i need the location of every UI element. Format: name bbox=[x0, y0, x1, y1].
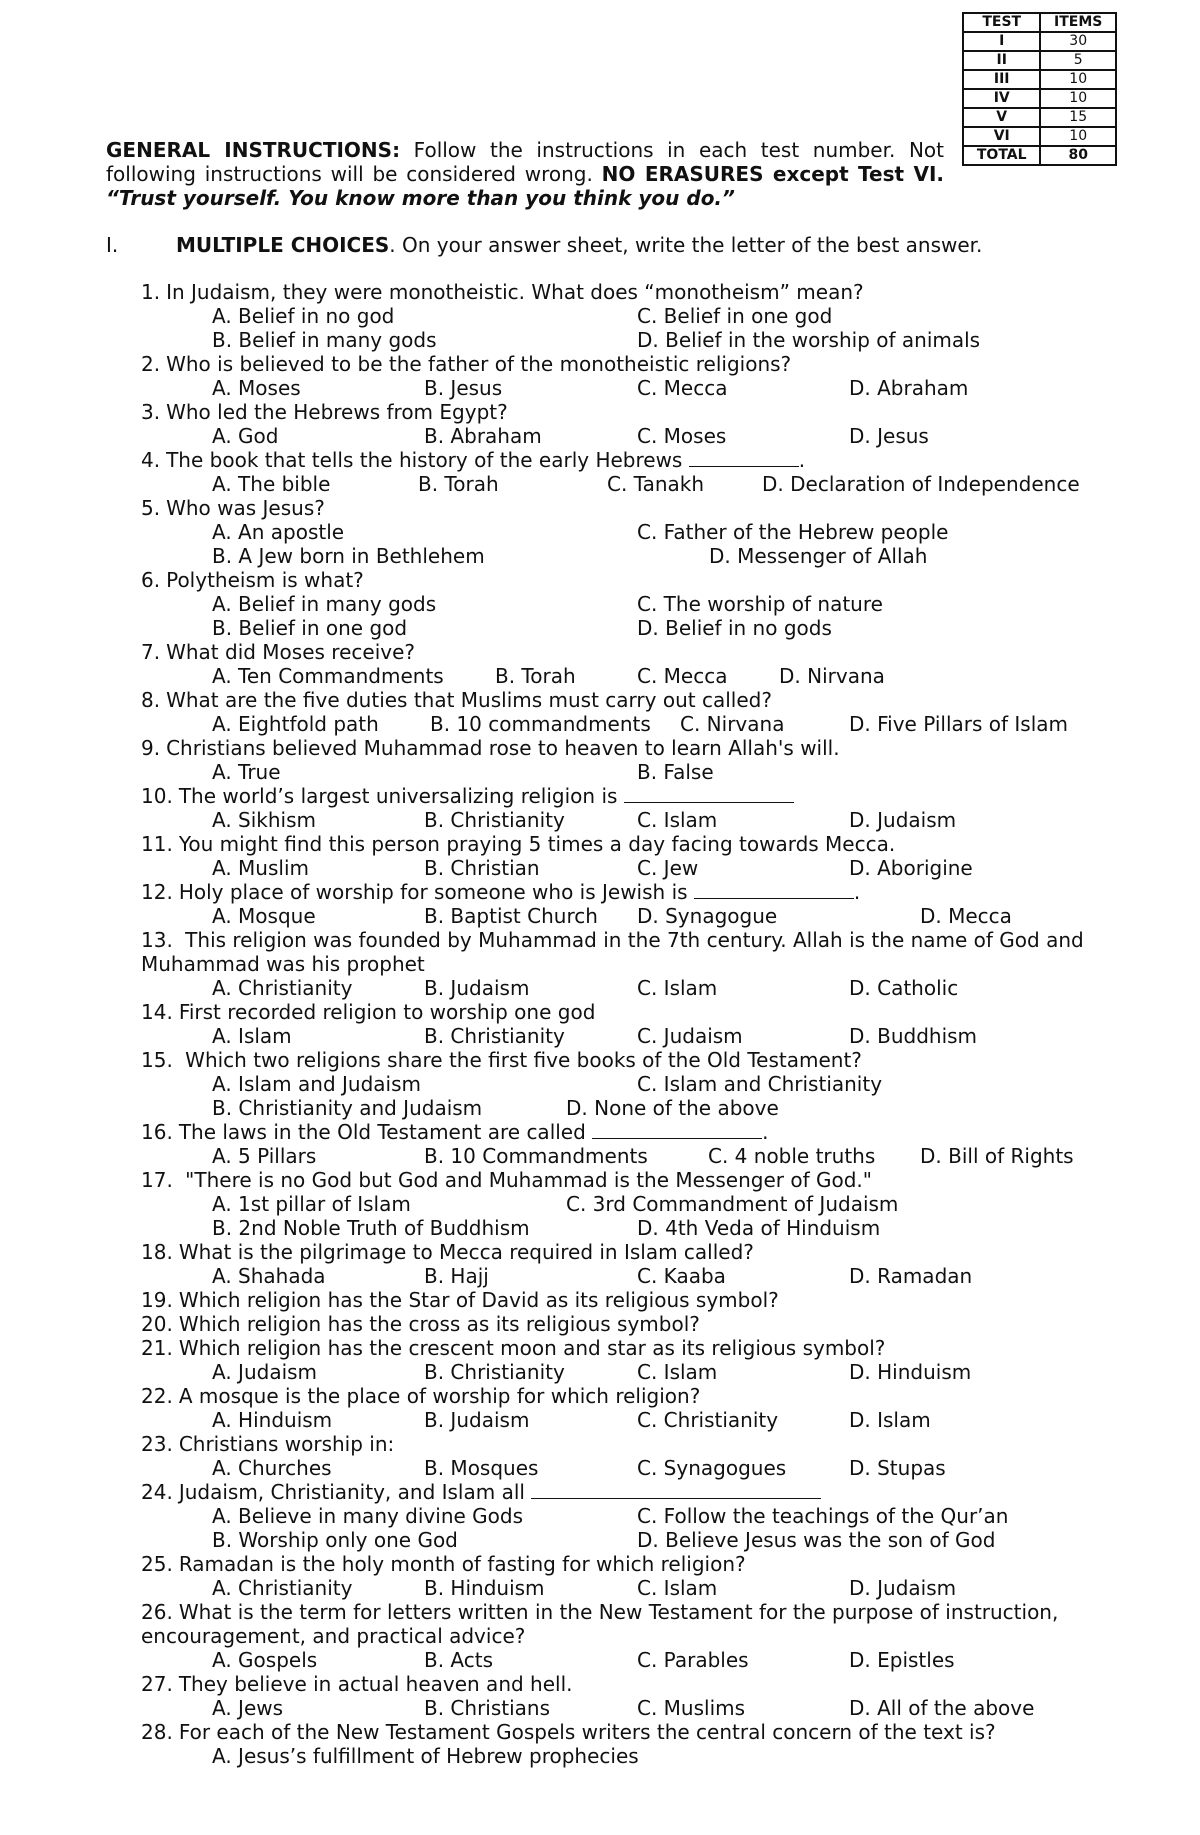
question-number: 5. bbox=[141, 496, 161, 520]
answer-blank bbox=[624, 784, 794, 803]
answer-option: A. 1st pillar of Islam bbox=[212, 1192, 411, 1216]
answer-blank bbox=[689, 448, 799, 467]
question-text bbox=[141, 1168, 1141, 1192]
answer-option: A. The bible bbox=[212, 472, 331, 496]
options-row bbox=[0, 976, 1200, 1000]
answer-option: C. Kaaba bbox=[637, 1264, 726, 1288]
question-text bbox=[141, 1432, 1141, 1456]
answer-option: C. Christianity bbox=[637, 1408, 779, 1432]
answer-option: D. 4th Veda of Hinduism bbox=[637, 1216, 881, 1240]
answer-option: D. Declaration of Independence bbox=[762, 472, 1080, 496]
question-number: 19. bbox=[141, 1288, 173, 1312]
item-count: 30 bbox=[1040, 32, 1116, 51]
answer-option: B. Judaism bbox=[424, 1408, 530, 1432]
answer-option: A. Eightfold path bbox=[212, 712, 379, 736]
question-number: 28. bbox=[141, 1720, 173, 1744]
header-items: ITEMS bbox=[1040, 13, 1116, 32]
answer-option: D. Synagogue bbox=[637, 904, 778, 928]
answer-option: C. Islam bbox=[637, 976, 718, 1000]
question-text bbox=[141, 1384, 1141, 1408]
score-table bbox=[962, 12, 1117, 166]
answer-option: A. True bbox=[212, 760, 281, 784]
question-text bbox=[141, 688, 1141, 712]
question-item bbox=[0, 1312, 1200, 1336]
answer-blank bbox=[592, 1120, 762, 1139]
answer-option: B. Judaism bbox=[424, 976, 530, 1000]
question-item bbox=[0, 1048, 1200, 1120]
question-text bbox=[141, 280, 1141, 304]
question-item bbox=[0, 928, 1200, 1000]
question-item bbox=[0, 880, 1200, 928]
answer-option: A. Jesus’s fulfillment of Hebrew prophecies bbox=[212, 1744, 639, 1768]
question-text bbox=[141, 496, 1141, 520]
answer-option: D. Judaism bbox=[849, 808, 957, 832]
score-row bbox=[963, 108, 1116, 127]
question-text bbox=[141, 880, 1141, 904]
answer-option: A. Mosque bbox=[212, 904, 316, 928]
question-punctuation: . bbox=[762, 1120, 769, 1144]
question-prompt: Which religion has the crescent moon and star as its religious symbol? bbox=[178, 1336, 886, 1360]
answer-option: C. Jew bbox=[637, 856, 699, 880]
question-number: 1. bbox=[141, 280, 161, 304]
question-number: 11. bbox=[141, 832, 173, 856]
item-count: 10 bbox=[1040, 89, 1116, 108]
question-text bbox=[141, 928, 1141, 976]
options-row bbox=[0, 1144, 1200, 1168]
answer-option: A. Judaism bbox=[212, 1360, 318, 1384]
question-prompt: What is the term for letters written in the New Testament for the purpose of instruction, encouragement, and practical advice? bbox=[141, 1600, 1059, 1648]
question-prompt: The laws in the Old Testament are called bbox=[178, 1120, 586, 1144]
question-text bbox=[141, 568, 1141, 592]
answer-option: C. Belief in one god bbox=[637, 304, 833, 328]
answer-option: B. Belief in one god bbox=[212, 616, 408, 640]
answer-option: B. Torah bbox=[495, 664, 576, 688]
answer-option: A. Jews bbox=[212, 1696, 284, 1720]
answer-option: B. False bbox=[637, 760, 714, 784]
answer-option: A. 5 Pillars bbox=[212, 1144, 317, 1168]
answer-option: A. An apostle bbox=[212, 520, 345, 544]
question-text bbox=[141, 832, 1141, 856]
answer-option: B. Worship only one God bbox=[212, 1528, 458, 1552]
answer-option: A. Islam and Judaism bbox=[212, 1072, 421, 1096]
item-count: 10 bbox=[1040, 70, 1116, 89]
answer-option: B. Jesus bbox=[424, 376, 503, 400]
options-row bbox=[0, 1024, 1200, 1048]
options-row bbox=[0, 592, 1200, 616]
answer-option: B. Belief in many gods bbox=[212, 328, 437, 352]
test-number: V bbox=[963, 108, 1040, 127]
answer-blank bbox=[531, 1480, 821, 1499]
options-row bbox=[0, 328, 1200, 352]
options-row bbox=[0, 1696, 1200, 1720]
question-prompt: They believe in actual heaven and hell. bbox=[178, 1672, 573, 1696]
question-item bbox=[0, 688, 1200, 736]
answer-option: C. The worship of nature bbox=[637, 592, 883, 616]
answer-option: B. Baptist Church bbox=[424, 904, 598, 928]
answer-option: A. Christianity bbox=[212, 976, 353, 1000]
question-text bbox=[141, 352, 1141, 376]
question-prompt: Which religion has the cross as its religious symbol? bbox=[178, 1312, 700, 1336]
answer-option: D. Nirvana bbox=[779, 664, 885, 688]
answer-option: A. Belief in many gods bbox=[212, 592, 437, 616]
answer-option: B. Christianity bbox=[424, 1360, 565, 1384]
answer-option: D. Aborigine bbox=[849, 856, 973, 880]
question-number: 18. bbox=[141, 1240, 173, 1264]
answer-option: D. Abraham bbox=[849, 376, 969, 400]
test-number: I bbox=[963, 32, 1040, 51]
answer-option: A. Shahada bbox=[212, 1264, 326, 1288]
question-prompt: "There is no God but God and Muhammad is the Messenger of God." bbox=[178, 1168, 872, 1192]
question-item bbox=[0, 400, 1200, 448]
answer-option: C. Mecca bbox=[637, 376, 728, 400]
question-number: 20. bbox=[141, 1312, 173, 1336]
answer-blank bbox=[694, 880, 854, 899]
question-prompt: What did Moses receive? bbox=[166, 640, 415, 664]
answer-option: C. Judaism bbox=[637, 1024, 743, 1048]
question-number: 9. bbox=[141, 736, 161, 760]
options-row bbox=[0, 304, 1200, 328]
answer-option: C. Islam bbox=[637, 1576, 718, 1600]
question-item bbox=[0, 1288, 1200, 1312]
options-row bbox=[0, 520, 1200, 544]
question-prompt: You might find this person praying 5 times a day facing towards Mecca. bbox=[178, 832, 896, 856]
question-punctuation: . bbox=[853, 880, 861, 904]
question-text bbox=[141, 1000, 1141, 1024]
question-prompt: Christians believed Muhammad rose to heaven to learn Allah's will. bbox=[166, 736, 840, 760]
total-label: TOTAL bbox=[963, 146, 1040, 165]
question-prompt: The book that tells the history of the early Hebrews bbox=[166, 448, 683, 472]
question-number: 12. bbox=[141, 880, 173, 904]
options-row bbox=[0, 1504, 1200, 1528]
instructions-quote: “Trust yourself. You know more than you think you do.” bbox=[106, 186, 735, 210]
answer-option: D. Islam bbox=[849, 1408, 931, 1432]
question-number: 23. bbox=[141, 1432, 173, 1456]
question-text bbox=[141, 1336, 1141, 1360]
question-prompt: For each of the New Testament Gospels writers the central concern of the text is? bbox=[178, 1720, 996, 1744]
question-prompt: What is the pilgrimage to Mecca required in Islam called? bbox=[178, 1240, 754, 1264]
question-text bbox=[141, 784, 1141, 808]
question-text bbox=[141, 1048, 1141, 1072]
answer-option: D. None of the above bbox=[566, 1096, 779, 1120]
options-row bbox=[0, 1648, 1200, 1672]
question-item bbox=[0, 640, 1200, 688]
score-total-row bbox=[963, 146, 1116, 165]
answer-option: D. Hinduism bbox=[849, 1360, 972, 1384]
question-number: 3. bbox=[141, 400, 161, 424]
instructions-label: GENERAL INSTRUCTIONS: bbox=[106, 138, 401, 162]
question-number: 2. bbox=[141, 352, 161, 376]
answer-option: B. Christianity bbox=[424, 808, 565, 832]
answer-option: B. 10 Commandments bbox=[424, 1144, 648, 1168]
options-row bbox=[0, 1192, 1200, 1216]
answer-option: B. A Jew born in Bethlehem bbox=[212, 544, 485, 568]
item-count: 10 bbox=[1040, 127, 1116, 146]
options-row bbox=[0, 1216, 1200, 1240]
answer-option: D. Jesus bbox=[849, 424, 929, 448]
answer-option: A. Muslim bbox=[212, 856, 309, 880]
instructions-emphasis: NO ERASURES except Test VI. bbox=[601, 162, 944, 186]
question-item bbox=[0, 352, 1200, 400]
test-number: II bbox=[963, 51, 1040, 70]
instructions-text: Follow the instructions in each test number. Not following instructions will be considered wrong. bbox=[106, 138, 944, 186]
question-text bbox=[141, 736, 1141, 760]
score-row bbox=[963, 51, 1116, 70]
question-text bbox=[141, 1312, 1141, 1336]
question-text bbox=[141, 1288, 1141, 1312]
question-text bbox=[141, 1672, 1141, 1696]
question-list bbox=[0, 280, 1200, 1768]
question-number: 22. bbox=[141, 1384, 173, 1408]
question-text bbox=[141, 1720, 1141, 1744]
answer-option: A. Islam bbox=[212, 1024, 292, 1048]
question-text bbox=[141, 1600, 1141, 1648]
question-prompt: This religion was founded by Muhammad in the 7th century. Allah is the name of God and Muhammad was his prophet bbox=[141, 928, 1084, 976]
answer-option: D. Mecca bbox=[920, 904, 1012, 928]
score-row bbox=[963, 89, 1116, 108]
question-text bbox=[141, 400, 1141, 424]
question-item bbox=[0, 448, 1200, 496]
question-item bbox=[0, 280, 1200, 352]
answer-option: C. Parables bbox=[637, 1648, 749, 1672]
section-number: I. bbox=[106, 233, 119, 257]
answer-option: D. Judaism bbox=[849, 1576, 957, 1600]
answer-option: D. Believe Jesus was the son of God bbox=[637, 1528, 996, 1552]
answer-option: B. Torah bbox=[418, 472, 499, 496]
answer-option: B. Christian bbox=[424, 856, 540, 880]
question-prompt: Who was Jesus? bbox=[166, 496, 325, 520]
question-prompt: Which religion has the Star of David as its religious symbol? bbox=[178, 1288, 779, 1312]
options-row bbox=[0, 1072, 1200, 1096]
answer-option: A. Christianity bbox=[212, 1576, 353, 1600]
question-number: 6. bbox=[141, 568, 161, 592]
score-table-header bbox=[963, 13, 1116, 32]
question-prompt: What are the five duties that Muslims must carry out called? bbox=[166, 688, 772, 712]
total-value: 80 bbox=[1040, 146, 1116, 165]
options-row bbox=[0, 760, 1200, 784]
question-prompt: Ramadan is the holy month of fasting for which religion? bbox=[178, 1552, 746, 1576]
question-item bbox=[0, 784, 1200, 832]
question-item bbox=[0, 1384, 1200, 1432]
question-number: 8. bbox=[141, 688, 161, 712]
answer-option: A. God bbox=[212, 424, 279, 448]
question-text bbox=[141, 640, 1141, 664]
answer-option: B. Abraham bbox=[424, 424, 542, 448]
answer-option: B. Christianity and Judaism bbox=[212, 1096, 483, 1120]
question-item bbox=[0, 1240, 1200, 1288]
answer-option: C. Nirvana bbox=[680, 712, 785, 736]
question-number: 26. bbox=[141, 1600, 173, 1624]
answer-option: A. Belief in no god bbox=[212, 304, 395, 328]
question-number: 14. bbox=[141, 1000, 173, 1024]
answer-option: A. Sikhism bbox=[212, 808, 317, 832]
answer-option: B. 2nd Noble Truth of Buddhism bbox=[212, 1216, 530, 1240]
header-test: TEST bbox=[963, 13, 1040, 32]
answer-option: C. Moses bbox=[637, 424, 727, 448]
options-row bbox=[0, 712, 1200, 736]
answer-option: A. Churches bbox=[212, 1456, 332, 1480]
question-number: 15. bbox=[141, 1048, 173, 1072]
question-text bbox=[141, 1480, 1141, 1504]
options-row bbox=[0, 424, 1200, 448]
test-number: IV bbox=[963, 89, 1040, 108]
options-row bbox=[0, 1576, 1200, 1600]
answer-option: B. 10 commandments bbox=[430, 712, 651, 736]
question-item bbox=[0, 1168, 1200, 1240]
question-prompt: Who is believed to be the father of the monotheistic religions? bbox=[166, 352, 792, 376]
question-item bbox=[0, 1672, 1200, 1720]
question-prompt: The world’s largest universalizing religion is bbox=[178, 784, 618, 808]
options-row bbox=[0, 856, 1200, 880]
question-item bbox=[0, 496, 1200, 568]
question-item bbox=[0, 1432, 1200, 1480]
answer-option: C. Muslims bbox=[637, 1696, 746, 1720]
options-row bbox=[0, 1456, 1200, 1480]
question-item bbox=[0, 1480, 1200, 1552]
answer-option: B. Mosques bbox=[424, 1456, 539, 1480]
answer-option: A. Hinduism bbox=[212, 1408, 333, 1432]
question-number: 4. bbox=[141, 448, 161, 472]
options-row bbox=[0, 664, 1200, 688]
options-row bbox=[0, 1528, 1200, 1552]
question-prompt: Judaism, Christianity, and Islam all bbox=[178, 1480, 525, 1504]
question-number: 17. bbox=[141, 1168, 173, 1192]
score-row bbox=[963, 32, 1116, 51]
question-prompt: Holy place of worship for someone who is Jewish is bbox=[178, 880, 688, 904]
answer-option: D. Ramadan bbox=[849, 1264, 973, 1288]
answer-option: A. Gospels bbox=[212, 1648, 318, 1672]
question-number: 13. bbox=[141, 928, 173, 952]
question-text bbox=[141, 1120, 1141, 1144]
question-item bbox=[0, 736, 1200, 784]
options-row bbox=[0, 1408, 1200, 1432]
question-item bbox=[0, 1600, 1200, 1672]
options-row bbox=[0, 616, 1200, 640]
answer-option: B. Hajj bbox=[424, 1264, 489, 1288]
answer-option: B. Hinduism bbox=[424, 1576, 545, 1600]
answer-option: B. Christians bbox=[424, 1696, 551, 1720]
item-count: 5 bbox=[1040, 51, 1116, 70]
score-row bbox=[963, 127, 1116, 146]
question-prompt: First recorded religion to worship one god bbox=[178, 1000, 596, 1024]
options-row bbox=[0, 544, 1200, 568]
answer-option: C. Islam bbox=[637, 808, 718, 832]
answer-option: C. Mecca bbox=[637, 664, 728, 688]
question-prompt: A mosque is the place of worship for which religion? bbox=[178, 1384, 701, 1408]
answer-option: B. Christianity bbox=[424, 1024, 565, 1048]
answer-option: D. Catholic bbox=[849, 976, 959, 1000]
answer-option: D. Stupas bbox=[849, 1456, 946, 1480]
test-number: III bbox=[963, 70, 1040, 89]
question-prompt: Who led the Hebrews from Egypt? bbox=[166, 400, 508, 424]
general-instructions bbox=[106, 138, 944, 210]
question-prompt: In Judaism, they were monotheistic. What does “monotheism” mean? bbox=[166, 280, 864, 304]
question-text bbox=[141, 1552, 1141, 1576]
answer-option: C. Islam and Christianity bbox=[637, 1072, 883, 1096]
question-number: 21. bbox=[141, 1336, 173, 1360]
question-prompt: Which two religions share the first five books of the Old Testament? bbox=[178, 1048, 862, 1072]
question-number: 7. bbox=[141, 640, 161, 664]
answer-option: C. Synagogues bbox=[637, 1456, 787, 1480]
answer-option: C. Islam bbox=[637, 1360, 718, 1384]
question-text bbox=[141, 448, 1141, 472]
answer-option: D. All of the above bbox=[849, 1696, 1035, 1720]
score-row bbox=[963, 70, 1116, 89]
answer-option: B. Acts bbox=[424, 1648, 494, 1672]
answer-option: C. Follow the teachings of the Qur’an bbox=[637, 1504, 1009, 1528]
answer-option: D. Buddhism bbox=[849, 1024, 978, 1048]
item-count: 15 bbox=[1040, 108, 1116, 127]
question-prompt: Christians worship in: bbox=[178, 1432, 395, 1456]
question-text bbox=[141, 1240, 1141, 1264]
question-item bbox=[0, 1552, 1200, 1600]
options-row bbox=[0, 1096, 1200, 1120]
options-row bbox=[0, 1360, 1200, 1384]
question-number: 25. bbox=[141, 1552, 173, 1576]
question-number: 16. bbox=[141, 1120, 173, 1144]
options-row bbox=[0, 1744, 1200, 1768]
options-row bbox=[0, 472, 1200, 496]
options-row bbox=[0, 376, 1200, 400]
question-item bbox=[0, 1000, 1200, 1048]
answer-option: D. Belief in no gods bbox=[637, 616, 832, 640]
question-item bbox=[0, 568, 1200, 640]
question-item bbox=[0, 1120, 1200, 1168]
answer-option: D. Bill of Rights bbox=[920, 1144, 1074, 1168]
answer-option: A. Moses bbox=[212, 376, 301, 400]
question-prompt: Polytheism is what? bbox=[166, 568, 364, 592]
question-number: 27. bbox=[141, 1672, 173, 1696]
answer-option: D. Five Pillars of Islam bbox=[849, 712, 1069, 736]
answer-option: A. Ten Commandments bbox=[212, 664, 444, 688]
question-item bbox=[0, 832, 1200, 880]
answer-option: C. 3rd Commandment of Judaism bbox=[566, 1192, 899, 1216]
answer-option: C. 4 noble truths bbox=[708, 1144, 876, 1168]
answer-option: C. Tanakh bbox=[607, 472, 705, 496]
test-number: VI bbox=[963, 127, 1040, 146]
answer-option: D. Epistles bbox=[849, 1648, 955, 1672]
options-row bbox=[0, 808, 1200, 832]
question-number: 24. bbox=[141, 1480, 173, 1504]
question-punctuation: . bbox=[798, 448, 806, 472]
options-row bbox=[0, 904, 1200, 928]
answer-option: D. Messenger of Allah bbox=[709, 544, 928, 568]
options-row bbox=[0, 1264, 1200, 1288]
question-item bbox=[0, 1336, 1200, 1384]
answer-option: D. Belief in the worship of animals bbox=[637, 328, 981, 352]
question-number: 10. bbox=[141, 784, 173, 808]
section-title: MULTIPLE CHOICES bbox=[176, 233, 390, 257]
question-item bbox=[0, 1720, 1200, 1768]
answer-option: C. Father of the Hebrew people bbox=[637, 520, 949, 544]
answer-option: A. Believe in many divine Gods bbox=[212, 1504, 524, 1528]
section-directions: . On your answer sheet, write the letter of the best answer. bbox=[389, 233, 983, 257]
section-heading bbox=[106, 233, 1106, 257]
